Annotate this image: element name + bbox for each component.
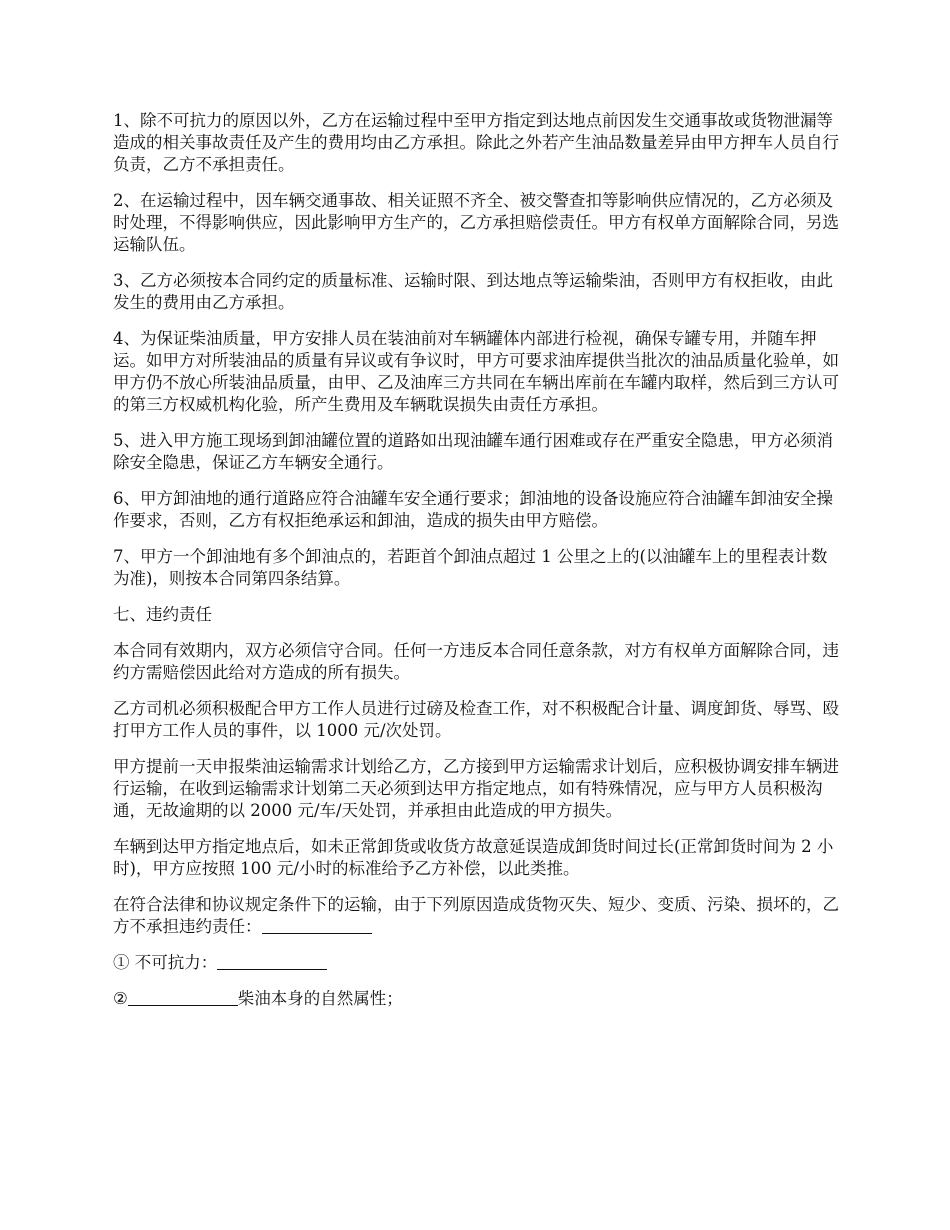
document-body <box>113 110 843 1024</box>
fill-in-blank <box>262 917 372 934</box>
breach-paragraph-3: 甲方提前一天申报柴油运输需求计划给乙方，乙方接到甲方运输需求计划后，应积极协调安排车辆进行运输，在收到运输需求计划第二天必须到达甲方指定地点，如有特殊情况，应与甲方人员积极沟通，无故逾期的以 2000 元/车/天处罚，并承担由此造成的甲方损失。 <box>113 757 839 820</box>
fill-in-blank <box>128 989 238 1006</box>
clause-2: 2、在运输过程中，因车辆交通事故、相关证照不齐全、被交警查扣等影响供应情况的，乙方必须及时处理，不得影响供应，因此影响甲方生产的，乙方承担赔偿责任。甲方有权单方面解除合同，另选运输队伍。 <box>113 191 839 254</box>
clause-6: 6、甲方卸油地的通行道路应符合油罐车安全通行要求；卸油地的设备设施应符合油罐车卸油安全操作要求，否则，乙方有权拒绝承运和卸油，造成的损失由甲方赔偿。 <box>113 489 833 530</box>
exemption-item-2-text: 柴油本身的自然属性； <box>237 989 403 1008</box>
breach-paragraph-4: 车辆到达甲方指定地点后，如未正常卸货或收货方故意延误造成卸货时间过长(正常卸货时间为 2 小时)，甲方应按照 100 元/小时的标准给予乙方补偿，以此类推。 <box>113 837 834 878</box>
exemption-item-2-marker: ② <box>113 989 128 1008</box>
clause-4: 4、为保证柴油质量，甲方安排人员在装油前对车辆罐体内部进行检视，确保专罐专用，并随车押运。如甲方对所装油品的质量有异议或有争议时，甲方可要求油库提供当批次的油品质量化验单，如甲方仍不放心所装油品质量，由甲、乙及油库三方共同在车辆出库前在车罐内取样，然后到三方认可的第三方权威机构化验，所产生费用及车辆耽误损失由责任方承担。 <box>113 329 839 414</box>
breach-paragraph-2: 乙方司机必须积极配合甲方工作人员进行过磅及检查工作，对不积极配合计量、调度卸货、辱骂、殴打甲方工作人员的事件，以 1000 元/次处罚。 <box>113 699 839 740</box>
exemption-item-2 <box>113 988 843 1010</box>
clause-7: 7、甲方一个卸油地有多个卸油点的，若距首个卸油点超过 1 公里之上的(以油罐车上的里程表计数为准)，则按本合同第四条结算。 <box>113 547 828 588</box>
breach-paragraph-5-text: 在符合法律和协议规定条件下的运输，由于下列原因造成货物灭失、短少、变质、污染、损坏的，乙方不承担违约责任： <box>113 895 839 936</box>
exemption-item-1-label: ① 不可抗力： <box>113 953 218 972</box>
clause-3: 3、乙方必须按本合同约定的质量标准、运输时限、到达地点等运输柴油，否则甲方有权拒收，由此发生的费用由乙方承担。 <box>113 271 833 312</box>
breach-paragraph-1: 本合同有效期内，双方必须信守合同。任何一方违反本合同任意条款，对方有权单方面解除合同，违约方需赔偿因此给对方造成的所有损失。 <box>113 641 839 682</box>
clause-5: 5、进入甲方施工现场到卸油罐位置的道路如出现油罐车通行困难或存在严重安全隐患，甲方必须消除安全隐患，保证乙方车辆安全通行。 <box>113 431 833 472</box>
section-heading-breach: 七、违约责任 <box>113 605 212 624</box>
exemption-item-1 <box>113 952 843 974</box>
clause-1: 1、除不可抗力的原因以外，乙方在运输过程中至甲方指定到达地点前因发生交通事故或货物泄漏等造成的相关事故责任及产生的费用均由乙方承担。除此之外若产生油品数量差异由甲方押车人员自行负责，乙方不承担责任。 <box>113 111 839 174</box>
breach-paragraph-5 <box>113 894 843 938</box>
fill-in-blank <box>217 953 327 970</box>
